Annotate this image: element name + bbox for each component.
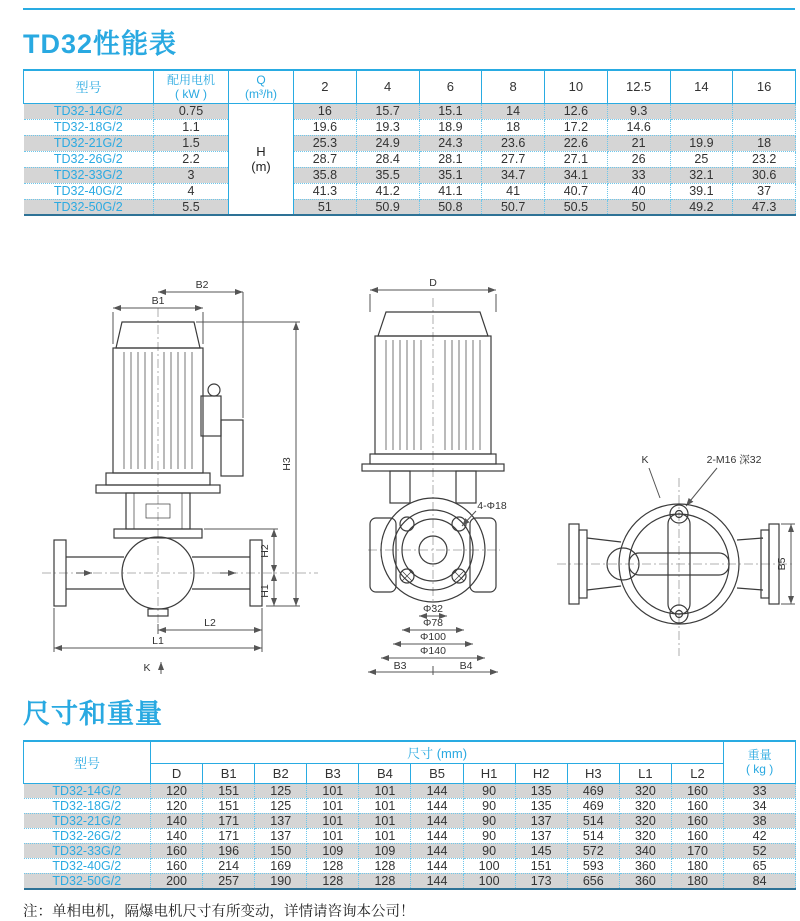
dim-b2-label: B2	[195, 279, 209, 291]
head-value-cell: 50	[607, 199, 670, 215]
dimension-cell: 514	[567, 813, 619, 828]
dim-b1-label: B1	[151, 295, 165, 307]
dimension-cell: 572	[567, 843, 619, 858]
head-value-cell: 34.7	[482, 167, 545, 183]
model-cell: TD32-14G/2	[24, 783, 151, 798]
head-value-cell: 27.7	[482, 151, 545, 167]
dimension-cell: 514	[567, 828, 619, 843]
head-value-cell	[733, 103, 796, 119]
weight-cell: 33	[724, 783, 796, 798]
footnote: 注：单相电机，隔爆电机尺寸有所变动，详情请咨询本公司！	[23, 903, 415, 920]
motor-kw-cell: 1.5	[154, 135, 229, 151]
dimension-cell: 190	[255, 873, 307, 889]
dimension-cell: 180	[671, 858, 723, 873]
q-header-line2: (m³/h)	[245, 86, 277, 101]
weight-header-line2: ( kg )	[745, 762, 774, 777]
flow-value-header: 4	[356, 70, 419, 103]
model-cell: TD32-40G/2	[24, 858, 151, 873]
head-value-cell: 32.1	[670, 167, 733, 183]
dimension-cell: 360	[619, 873, 671, 889]
bolt-holes-label: 4-Φ18	[477, 500, 507, 512]
dim-letter-header: B4	[359, 763, 411, 783]
head-value-cell: 25.3	[294, 135, 357, 151]
weight-cell: 38	[724, 813, 796, 828]
head-value-cell: 15.7	[356, 103, 419, 119]
dimension-row	[24, 798, 796, 813]
dimension-cell: 180	[671, 873, 723, 889]
head-unit-line2: (m)	[251, 158, 271, 174]
head-value-cell: 23.2	[733, 151, 796, 167]
head-value-cell: 19.3	[356, 119, 419, 135]
model-cell: TD32-26G/2	[24, 828, 151, 843]
flow-column-header	[229, 70, 294, 103]
dim-letter-header: H1	[463, 763, 515, 783]
dimension-cell: 140	[151, 828, 203, 843]
dimension-cell: 340	[619, 843, 671, 858]
dimension-cell: 128	[359, 858, 411, 873]
weight-column-header	[724, 741, 796, 783]
performance-row	[24, 119, 796, 135]
head-value-cell: 18.9	[419, 119, 482, 135]
dimension-cell: 101	[307, 783, 359, 798]
head-value-cell: 24.3	[419, 135, 482, 151]
dimension-cell: 171	[203, 813, 255, 828]
dimension-cell: 160	[671, 798, 723, 813]
dimension-row	[24, 828, 796, 843]
dim-letter-header: B2	[255, 763, 307, 783]
flow-value-header: 16	[733, 70, 796, 103]
dimension-cell: 320	[619, 783, 671, 798]
dimension-row	[24, 813, 796, 828]
dimension-cell: 151	[203, 798, 255, 813]
size-group-header: 尺寸 (mm)	[151, 741, 724, 763]
dimension-cell: 196	[203, 843, 255, 858]
dimension-cell: 137	[255, 813, 307, 828]
head-value-cell: 22.6	[545, 135, 608, 151]
dim-letter-header: B3	[307, 763, 359, 783]
performance-row	[24, 167, 796, 183]
dim-l1-label: L1	[152, 635, 164, 647]
dim-letter-header: B5	[411, 763, 463, 783]
dimension-cell: 160	[671, 828, 723, 843]
head-value-cell: 50.8	[419, 199, 482, 215]
dimension-cell: 101	[307, 798, 359, 813]
dim-b3-label: B3	[393, 660, 407, 672]
dimension-cell: 144	[411, 798, 463, 813]
dimension-cell: 200	[151, 873, 203, 889]
head-value-cell: 37	[733, 183, 796, 199]
dimension-cell: 171	[203, 828, 255, 843]
motor-kw-cell: 3	[154, 167, 229, 183]
head-value-cell: 40.7	[545, 183, 608, 199]
dim-letter-header: L2	[671, 763, 723, 783]
dimension-row	[24, 783, 796, 798]
head-value-cell: 35.8	[294, 167, 357, 183]
head-value-cell: 41.2	[356, 183, 419, 199]
dim-letter-header: D	[151, 763, 203, 783]
dim-letter-header: B1	[203, 763, 255, 783]
dimension-cell: 160	[671, 783, 723, 798]
dimension-cell: 656	[567, 873, 619, 889]
motor-kw-cell: 5.5	[154, 199, 229, 215]
dimension-row	[24, 873, 796, 889]
dimension-cell: 137	[515, 828, 567, 843]
dim-phi78-label: Φ78	[422, 617, 444, 629]
dimension-cell: 128	[307, 873, 359, 889]
dimension-cell: 90	[463, 813, 515, 828]
head-value-cell: 47.3	[733, 199, 796, 215]
dim-model-column-header: 型号	[24, 741, 151, 783]
head-value-cell: 26	[607, 151, 670, 167]
model-cell: TD32-18G/2	[24, 798, 151, 813]
dimensions-table	[23, 740, 796, 890]
weight-cell: 34	[724, 798, 796, 813]
model-cell: TD32-26G/2	[24, 151, 154, 167]
dimension-cell: 128	[307, 858, 359, 873]
performance-row	[24, 151, 796, 167]
head-value-cell: 25	[670, 151, 733, 167]
dimension-cell: 160	[671, 813, 723, 828]
flow-value-header: 14	[670, 70, 733, 103]
top-view-drawing	[549, 446, 799, 676]
dimension-row	[24, 843, 796, 858]
weight-cell: 42	[724, 828, 796, 843]
head-value-cell: 41	[482, 183, 545, 199]
head-value-cell: 50.9	[356, 199, 419, 215]
head-value-cell: 50.7	[482, 199, 545, 215]
head-value-cell: 12.6	[545, 103, 608, 119]
head-unit-line1: H	[256, 143, 266, 159]
dim-letter-header: H3	[567, 763, 619, 783]
model-cell: TD32-33G/2	[24, 167, 154, 183]
head-value-cell: 50.5	[545, 199, 608, 215]
dimension-cell: 120	[151, 783, 203, 798]
head-value-cell: 39.1	[670, 183, 733, 199]
dimension-cell: 214	[203, 858, 255, 873]
dimension-cell: 109	[307, 843, 359, 858]
dimension-cell: 151	[203, 783, 255, 798]
model-cell: TD32-21G/2	[24, 135, 154, 151]
head-value-cell: 33	[607, 167, 670, 183]
dim-h1-label: H1	[259, 584, 271, 598]
q-header-line1: Q	[256, 72, 266, 87]
dimension-cell: 109	[359, 843, 411, 858]
flow-value-header: 10	[545, 70, 608, 103]
head-value-cell: 24.9	[356, 135, 419, 151]
dimension-cell: 140	[151, 813, 203, 828]
dimension-cell: 135	[515, 783, 567, 798]
performance-row	[24, 183, 796, 199]
dimension-cell: 128	[359, 873, 411, 889]
dimension-cell: 90	[463, 843, 515, 858]
flow-value-header: 6	[419, 70, 482, 103]
dimension-cell: 101	[359, 828, 411, 843]
dimension-cell: 144	[411, 843, 463, 858]
head-value-cell	[670, 103, 733, 119]
head-value-cell: 17.2	[545, 119, 608, 135]
tapped-holes-label: 2-M16 深32	[706, 454, 762, 466]
dimension-cell: 90	[463, 783, 515, 798]
dimension-cell: 125	[255, 783, 307, 798]
weight-header-line1: 重量	[747, 748, 772, 763]
head-value-cell: 35.5	[356, 167, 419, 183]
head-value-cell: 41.3	[294, 183, 357, 199]
head-value-cell: 15.1	[419, 103, 482, 119]
dimension-cell: 90	[463, 798, 515, 813]
model-cell: TD32-14G/2	[24, 103, 154, 119]
technical-drawings	[28, 278, 800, 678]
motor-header-line2: ( kW )	[175, 86, 207, 101]
dimension-cell: 145	[515, 843, 567, 858]
dimension-cell: 160	[151, 858, 203, 873]
top-k-label: K	[641, 454, 649, 466]
dimension-cell: 137	[515, 813, 567, 828]
head-value-cell: 51	[294, 199, 357, 215]
motor-column-header	[154, 70, 229, 103]
performance-title: TD32性能表	[23, 29, 178, 59]
side-view-drawing	[28, 278, 328, 675]
head-value-cell: 49.2	[670, 199, 733, 215]
dimension-cell: 144	[411, 783, 463, 798]
dimension-cell: 469	[567, 798, 619, 813]
flow-value-header: 8	[482, 70, 545, 103]
dimension-cell: 593	[567, 858, 619, 873]
head-value-cell: 28.7	[294, 151, 357, 167]
model-cell: TD32-50G/2	[24, 199, 154, 215]
head-value-cell: 30.6	[733, 167, 796, 183]
dim-letter-header: L1	[619, 763, 671, 783]
head-unit-cell	[229, 103, 294, 215]
dim-phi100-label: Φ100	[420, 631, 446, 643]
dim-k-label: K	[143, 662, 151, 674]
head-value-cell: 18	[482, 119, 545, 135]
head-value-cell	[733, 119, 796, 135]
dimension-cell: 257	[203, 873, 255, 889]
dimension-cell: 173	[515, 873, 567, 889]
weight-cell: 84	[724, 873, 796, 889]
head-value-cell: 19.9	[670, 135, 733, 151]
dimension-cell: 144	[411, 858, 463, 873]
dimension-cell: 100	[463, 873, 515, 889]
flow-value-header: 2	[294, 70, 357, 103]
dimension-cell: 150	[255, 843, 307, 858]
dimension-cell: 101	[359, 813, 411, 828]
dim-b4-label: B4	[459, 660, 473, 672]
dimension-cell: 320	[619, 828, 671, 843]
dimension-cell: 170	[671, 843, 723, 858]
motor-kw-cell: 2.2	[154, 151, 229, 167]
dim-h2-label: H2	[259, 544, 271, 558]
motor-header-line1: 配用电机	[166, 72, 215, 87]
dim-b5-label: B5	[776, 557, 788, 571]
dimension-cell: 144	[411, 873, 463, 889]
dimension-cell: 125	[255, 798, 307, 813]
performance-row	[24, 199, 796, 215]
head-value-cell: 19.6	[294, 119, 357, 135]
dim-phi140-label: Φ140	[420, 645, 446, 657]
dim-letter-header: H2	[515, 763, 567, 783]
dimension-row	[24, 858, 796, 873]
head-value-cell: 35.1	[419, 167, 482, 183]
head-value-cell	[670, 119, 733, 135]
dim-l2-label: L2	[204, 617, 216, 629]
dim-h3-label: H3	[281, 457, 293, 471]
model-cell: TD32-33G/2	[24, 843, 151, 858]
dimension-cell: 144	[411, 813, 463, 828]
dimension-cell: 160	[151, 843, 203, 858]
dimension-cell: 360	[619, 858, 671, 873]
head-value-cell: 14	[482, 103, 545, 119]
dimension-cell: 101	[307, 813, 359, 828]
head-value-cell: 41.1	[419, 183, 482, 199]
weight-cell: 65	[724, 858, 796, 873]
model-column-header: 型号	[24, 70, 154, 103]
top-divider	[23, 8, 795, 10]
dimension-cell: 151	[515, 858, 567, 873]
weight-cell: 52	[724, 843, 796, 858]
head-value-cell: 27.1	[545, 151, 608, 167]
model-cell: TD32-18G/2	[24, 119, 154, 135]
flow-value-header: 12.5	[607, 70, 670, 103]
motor-kw-cell: 4	[154, 183, 229, 199]
model-cell: TD32-40G/2	[24, 183, 154, 199]
performance-row	[24, 103, 796, 119]
dimension-cell: 320	[619, 798, 671, 813]
head-value-cell: 28.1	[419, 151, 482, 167]
head-value-cell: 34.1	[545, 167, 608, 183]
dimension-cell: 320	[619, 813, 671, 828]
dimension-cell: 101	[307, 828, 359, 843]
head-value-cell: 23.6	[482, 135, 545, 151]
head-value-cell: 16	[294, 103, 357, 119]
front-view-drawing	[328, 278, 543, 675]
dim-d-label: D	[429, 277, 437, 289]
dimension-cell: 469	[567, 783, 619, 798]
dim-phi32-label: Φ32	[422, 603, 444, 615]
performance-table	[23, 69, 796, 216]
dimension-cell: 120	[151, 798, 203, 813]
dimension-cell: 144	[411, 828, 463, 843]
model-cell: TD32-50G/2	[24, 873, 151, 889]
model-cell: TD32-21G/2	[24, 813, 151, 828]
dimension-cell: 169	[255, 858, 307, 873]
motor-kw-cell: 1.1	[154, 119, 229, 135]
motor-kw-cell: 0.75	[154, 103, 229, 119]
dimension-cell: 90	[463, 828, 515, 843]
head-value-cell: 18	[733, 135, 796, 151]
dimension-cell: 135	[515, 798, 567, 813]
head-value-cell: 14.6	[607, 119, 670, 135]
dimension-cell: 137	[255, 828, 307, 843]
datasheet-page	[0, 8, 800, 920]
head-value-cell: 9.3	[607, 103, 670, 119]
head-value-cell: 40	[607, 183, 670, 199]
performance-row	[24, 135, 796, 151]
head-value-cell: 21	[607, 135, 670, 151]
dimension-cell: 100	[463, 858, 515, 873]
dimension-cell: 101	[359, 783, 411, 798]
dimensions-title: 尺寸和重量	[23, 699, 163, 729]
dimension-cell: 101	[359, 798, 411, 813]
head-value-cell: 28.4	[356, 151, 419, 167]
